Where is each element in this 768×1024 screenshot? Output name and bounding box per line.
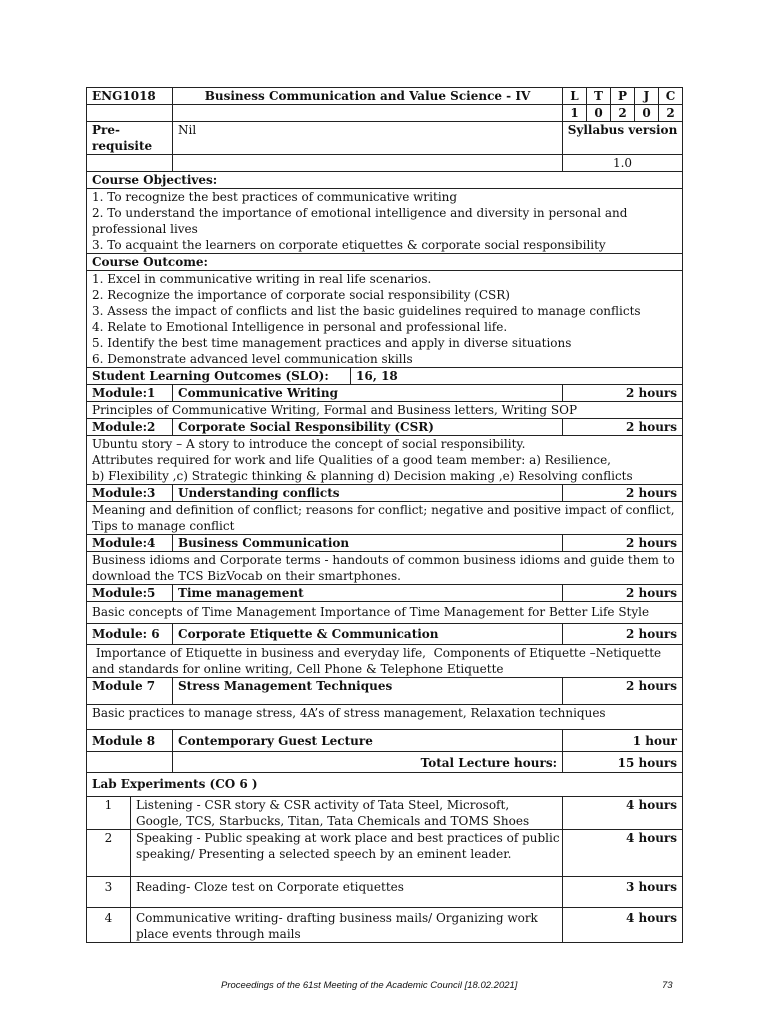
page-number: 73 bbox=[662, 980, 673, 991]
lab-description bbox=[131, 877, 563, 908]
syllabus-version-value: 1.0 bbox=[563, 155, 683, 172]
module-hours: 2 hours bbox=[563, 485, 683, 502]
lab-line: Listening - CSR story & CSR activity of Tata Steel, Microsoft, bbox=[136, 798, 510, 812]
empty-cell bbox=[87, 155, 173, 172]
outcomes-heading: Course Outcome: bbox=[87, 254, 683, 271]
outcome-line: 4. Relate to Emotional Intelligence in personal and professional life. bbox=[92, 320, 508, 334]
module-title: Corporate Etiquette & Communication bbox=[173, 624, 563, 645]
outcomes-body bbox=[87, 271, 683, 368]
module-title: Contemporary Guest Lecture bbox=[173, 730, 563, 752]
objective-line: professional lives bbox=[92, 222, 198, 236]
lab-line: Speaking - Public speaking at work place and best practices of public bbox=[136, 831, 560, 845]
module-line: b) Flexibility ,c) Strategic thinking & planning d) Decision making ,e) Resolving conflicts bbox=[92, 469, 633, 483]
module-body bbox=[87, 402, 683, 419]
module-hours: 2 hours bbox=[563, 419, 683, 436]
slo-value: 16, 18 bbox=[351, 368, 683, 385]
ltpjc-value-t: 0 bbox=[587, 105, 611, 122]
module-body bbox=[87, 552, 683, 585]
syllabus-page bbox=[86, 87, 682, 943]
ltpjc-label-p: P bbox=[611, 88, 635, 105]
empty-cell bbox=[173, 105, 563, 122]
module-hours: 2 hours bbox=[563, 585, 683, 602]
module-hours: 2 hours bbox=[563, 678, 683, 705]
module-label: Module 7 bbox=[87, 678, 173, 705]
module-line: Importance of Etiquette in business and everyday life, Components of Etiquette –Netiquette bbox=[92, 646, 662, 660]
module-line: Tips to manage conflict bbox=[92, 519, 235, 533]
objective-line: 1. To recognize the best practices of communicative writing bbox=[92, 190, 458, 204]
footer-text: Proceedings of the 61st Meeting of the Academic Council [18.02.2021] bbox=[221, 980, 518, 991]
lab-hours: 4 hours bbox=[563, 830, 683, 877]
module-line: Principles of Communicative Writing, Formal and Business letters, Writing SOP bbox=[92, 403, 578, 417]
lab-hours: 4 hours bbox=[563, 797, 683, 830]
module-hours: 1 hour bbox=[563, 730, 683, 752]
outcome-line: 6. Demonstrate advanced level communication skills bbox=[92, 352, 413, 366]
empty-cell bbox=[87, 105, 173, 122]
lab-description bbox=[131, 908, 563, 943]
module-line: and standards for online writing, Cell Phone & Telephone Etiquette bbox=[92, 662, 504, 676]
outcome-line: 5. Identify the best time management practices and apply in diverse situations bbox=[92, 336, 572, 350]
module-label: Module: 6 bbox=[87, 624, 173, 645]
outcome-line: 1. Excel in communicative writing in real life scenarios. bbox=[92, 272, 432, 286]
lab-num: 1 bbox=[87, 797, 131, 830]
lab-heading: Lab Experiments (CO 6 ) bbox=[87, 773, 683, 797]
module-hours: 2 hours bbox=[563, 385, 683, 402]
module-label: Module:3 bbox=[87, 485, 173, 502]
lab-num: 3 bbox=[87, 877, 131, 908]
module-line: Ubuntu story – A story to introduce the concept of social responsibility. bbox=[92, 437, 526, 451]
syllabus-version-label: Syllabus version bbox=[563, 122, 683, 155]
module-label: Module 8 bbox=[87, 730, 173, 752]
lab-line: speaking/ Presenting a selected speech by an eminent leader. bbox=[136, 847, 512, 861]
outcome-line: 2. Recognize the importance of corporate social responsibility (CSR) bbox=[92, 288, 510, 302]
module-label: Module:5 bbox=[87, 585, 173, 602]
module-line: Meaning and definition of conflict; reasons for conflict; negative and positive impact of conflict, bbox=[92, 503, 675, 517]
module-body bbox=[87, 645, 683, 678]
module-line: Basic concepts of Time Management Importance of Time Management for Better Life Style bbox=[92, 605, 650, 619]
lab-num: 2 bbox=[87, 830, 131, 877]
ltpjc-label-l: L bbox=[563, 88, 587, 105]
course-code: ENG1018 bbox=[87, 88, 173, 105]
module-label: Module:1 bbox=[87, 385, 173, 402]
objectives-body bbox=[87, 189, 683, 254]
module-hours: 2 hours bbox=[563, 535, 683, 552]
objective-line: 3. To acquaint the learners on corporate etiquettes & corporate social responsibility bbox=[92, 238, 606, 252]
lab-line: place events through mails bbox=[136, 927, 301, 941]
lab-line: Google, TCS, Starbucks, Titan, Tata Chemicals and TOMS Shoes bbox=[136, 814, 530, 828]
module-hours: 2 hours bbox=[563, 624, 683, 645]
slo-label: Student Learning Outcomes (SLO): bbox=[87, 368, 351, 385]
module-title: Time management bbox=[173, 585, 563, 602]
module-title: Understanding conflicts bbox=[173, 485, 563, 502]
outcome-line: 3. Assess the impact of conflicts and list the basic guidelines required to manage conflicts bbox=[92, 304, 641, 318]
lab-num: 4 bbox=[87, 908, 131, 943]
prereq-label: Pre-requisite bbox=[87, 122, 173, 155]
module-body bbox=[87, 602, 683, 624]
ltpjc-value-l: 1 bbox=[563, 105, 587, 122]
module-body bbox=[87, 705, 683, 730]
ltpjc-value-c: 2 bbox=[659, 105, 683, 122]
module-body bbox=[87, 436, 683, 485]
ltpjc-value-p: 2 bbox=[611, 105, 635, 122]
module-body bbox=[87, 502, 683, 535]
module-line: Business idioms and Corporate terms - handouts of common business idioms and guide them to bbox=[92, 553, 675, 567]
module-label: Module:2 bbox=[87, 419, 173, 436]
lab-hours: 3 hours bbox=[563, 877, 683, 908]
lab-hours: 4 hours bbox=[563, 908, 683, 943]
course-title: Business Communication and Value Science - IV bbox=[173, 88, 563, 105]
module-line: Attributes required for work and life Qualities of a good team member: a) Resilience, bbox=[92, 453, 611, 467]
module-line: Basic practices to manage stress, 4A’s of stress management, Relaxation techniques bbox=[92, 706, 606, 720]
empty-cell bbox=[87, 752, 173, 773]
empty-cell bbox=[173, 155, 563, 172]
module-line: download the TCS BizVocab on their smartphones. bbox=[92, 569, 401, 583]
module-label: Module:4 bbox=[87, 535, 173, 552]
total-lecture-hours: 15 hours bbox=[563, 752, 683, 773]
module-title: Corporate Social Responsibility (CSR) bbox=[173, 419, 563, 436]
ltpjc-value-j: 0 bbox=[635, 105, 659, 122]
ltpjc-label-t: T bbox=[587, 88, 611, 105]
prereq-value: Nil bbox=[173, 122, 563, 155]
ltpjc-label-c: C bbox=[659, 88, 683, 105]
module-title: Business Communication bbox=[173, 535, 563, 552]
objective-line: 2. To understand the importance of emotional intelligence and diversity in personal and bbox=[92, 206, 628, 220]
total-lecture-label: Total Lecture hours: bbox=[173, 752, 563, 773]
objectives-heading: Course Objectives: bbox=[87, 172, 683, 189]
ltpjc-label-j: J bbox=[635, 88, 659, 105]
syllabus-table bbox=[86, 87, 683, 943]
lab-line: Communicative writing- drafting business mails/ Organizing work bbox=[136, 911, 538, 925]
lab-line: Reading- Cloze test on Corporate etiquettes bbox=[136, 880, 404, 894]
lab-description bbox=[131, 830, 563, 877]
lab-description bbox=[131, 797, 563, 830]
module-title: Communicative Writing bbox=[173, 385, 563, 402]
module-title: Stress Management Techniques bbox=[173, 678, 563, 705]
